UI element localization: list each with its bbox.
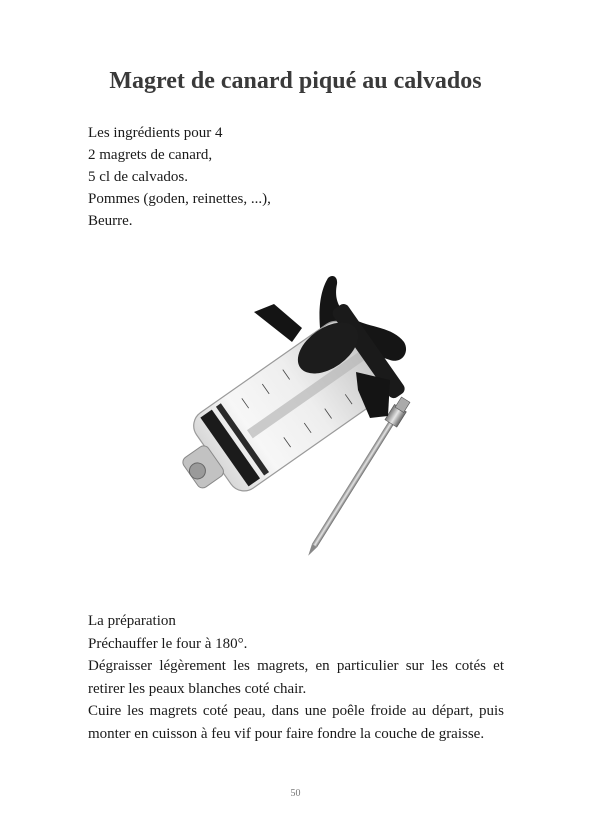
page-number: 50 bbox=[290, 788, 301, 799]
preparation-heading: La préparation bbox=[88, 613, 176, 629]
ingredients-heading: Les ingrédients pour 4 bbox=[88, 125, 223, 141]
preparation-step: Dégraisser légèrement les magrets, en particulier sur les cotés et retirer les peaux blanches coté chair. bbox=[88, 658, 504, 697]
preparation-step: Cuire les magrets coté peau, dans une poêle froide au départ, puis monter en cuisson à feu vif pour faire fondre la couche de graisse. bbox=[88, 703, 504, 742]
ingredient-item: 2 magrets de canard, bbox=[88, 147, 213, 163]
ingredient-item: Pommes (goden, reinettes, ...), bbox=[88, 191, 271, 207]
ingredient-item: Beurre. bbox=[88, 213, 133, 229]
finger-grip-left bbox=[254, 304, 302, 342]
ingredients-list bbox=[88, 122, 508, 232]
preparation-step: Préchauffer le four à 180°. bbox=[88, 635, 248, 652]
preparation-section bbox=[88, 610, 504, 745]
ingredient-item: 5 cl de calvados. bbox=[88, 169, 188, 185]
marinade-injector-image bbox=[160, 268, 430, 568]
page-title: Magret de canard piqué au calvados bbox=[109, 68, 482, 94]
